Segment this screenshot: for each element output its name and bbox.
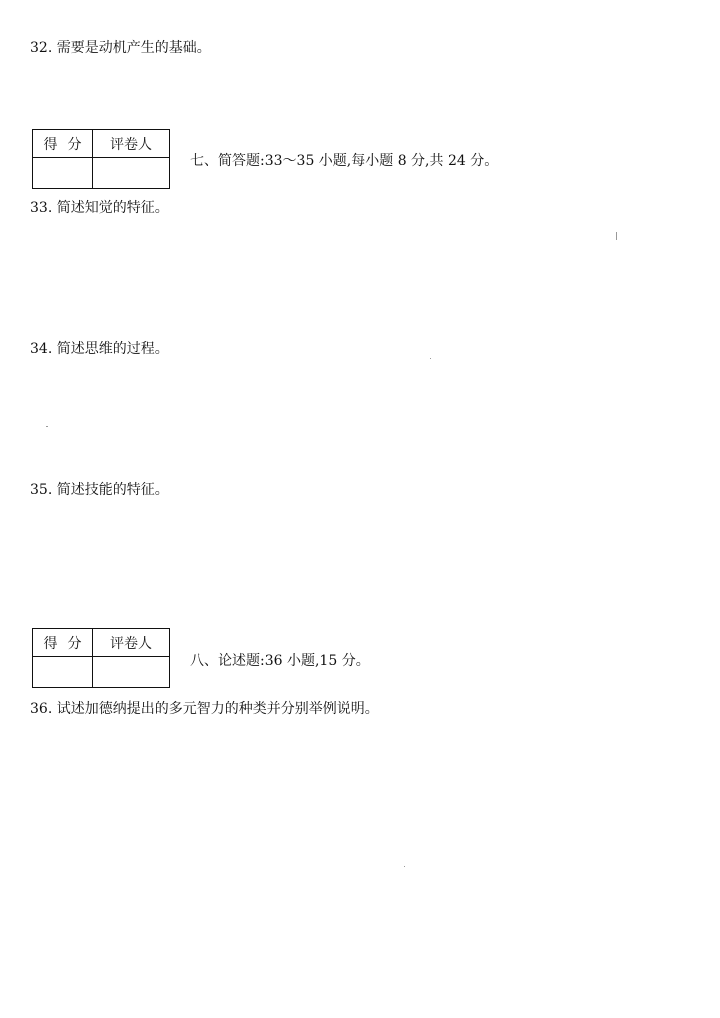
grader-header: 评卷人	[93, 629, 169, 657]
score-entry-cell	[33, 657, 93, 687]
score-box-section-7	[32, 129, 170, 189]
question-34: 34. 简述思维的过程。	[30, 341, 169, 357]
score-box-section-8	[32, 628, 170, 688]
scan-speck	[430, 358, 431, 359]
question-33: 33. 简述知觉的特征。	[30, 200, 169, 216]
grader-header: 评卷人	[93, 130, 169, 158]
question-32: 32. 需要是动机产生的基础。	[30, 40, 211, 56]
grader-entry-cell	[93, 158, 169, 188]
score-header: 得分	[33, 629, 93, 657]
scan-speck	[404, 866, 405, 867]
question-36: 36. 试述加德纳提出的多元智力的种类并分别举例说明。	[30, 701, 379, 717]
score-entry-cell	[33, 158, 93, 188]
grader-entry-cell	[93, 657, 169, 687]
section-7-title: 七、简答题:33～35 小题,每小题 8 分,共 24 分。	[190, 153, 499, 169]
scan-speck	[616, 232, 617, 240]
scan-speck	[46, 426, 48, 427]
section-8-title: 八、论述题:36 小题,15 分。	[190, 653, 370, 669]
question-35: 35. 简述技能的特征。	[30, 482, 169, 498]
score-header: 得分	[33, 130, 93, 158]
